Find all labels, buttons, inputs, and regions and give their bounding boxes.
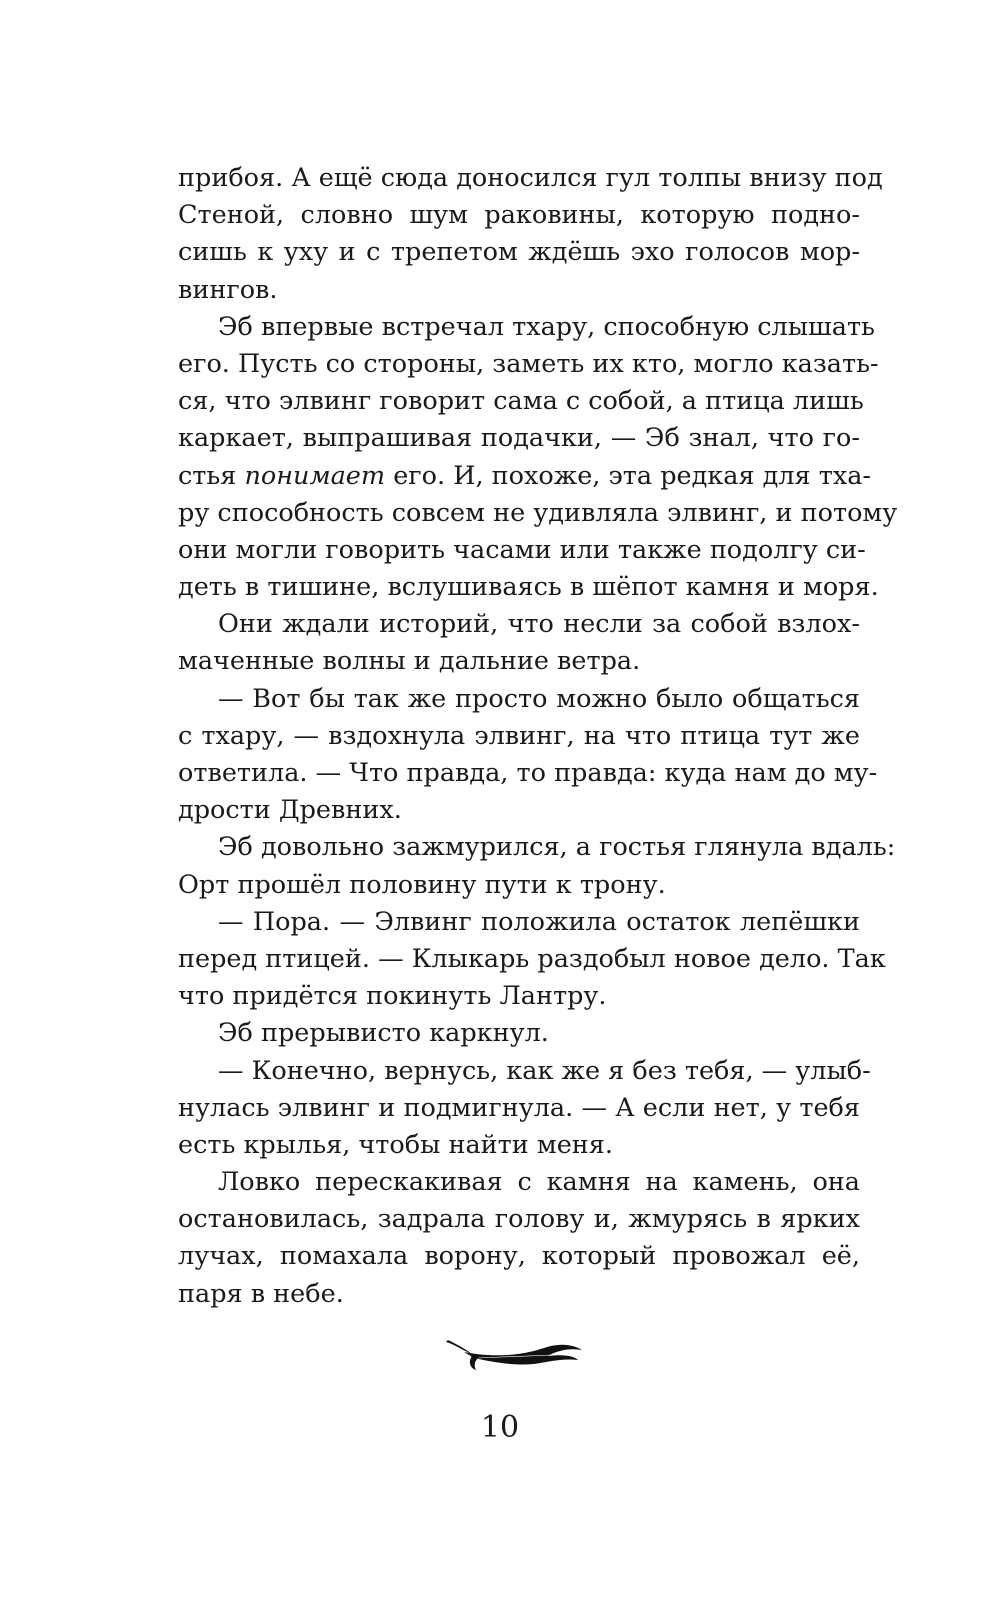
text-line: Эб прерывисто каркнул. <box>218 1018 549 1049</box>
text-line: — Пора. — Элвинг положила остаток лепёшки <box>218 906 860 937</box>
text-span: его. И, похоже, эта редкая для тха- <box>385 460 872 491</box>
text-line: лучах, помахала ворону, который провожал её, <box>178 1241 860 1272</box>
text-line: есть крылья, чтобы найти меня. <box>178 1129 613 1160</box>
text-line <box>178 458 872 495</box>
text-line: паря в небе. <box>178 1278 344 1309</box>
text-line: Эб впервые встречал тхару, способную слышать <box>218 311 875 342</box>
text-line: Они ждали историй, что несли за собой взлох- <box>218 609 860 640</box>
text-line: Орт прошёл половину пути к трону. <box>178 869 666 900</box>
page-text <box>178 160 898 1313</box>
text-line: они могли говорить часами или также подолгу си- <box>178 534 866 565</box>
text-line: ся, что элвинг говорит сама с собой, а птица лишь <box>178 386 864 417</box>
page-number: 10 <box>480 1410 520 1445</box>
text-line: остановилась, задрала голову и, жмурясь в ярких <box>178 1204 860 1235</box>
text-line: ру способность совсем не удивляла элвинг, и потому <box>178 497 898 528</box>
text-line: — Конечно, вернусь, как же я без тебя, — улыб- <box>218 1055 871 1086</box>
text-line: с тхару, — вздохнула элвинг, на что птица тут же <box>178 720 860 751</box>
emphasis-text: понимает <box>244 460 386 491</box>
text-line: перед птицей. — Клыкарь раздобыл новое дело. Так <box>178 943 886 974</box>
text-line: Стеной, словно шум раковины, которую подно- <box>178 200 860 231</box>
text-line: каркает, выпрашивая подачки, — Эб знал, что го- <box>178 423 860 454</box>
text-line: его. Пусть со стороны, заметь их кто, могло казать- <box>178 348 879 379</box>
text-line: вингов. <box>178 274 278 305</box>
text-line: дрости Древних. <box>178 795 402 826</box>
text-line: что придётся покинуть Лантру. <box>178 981 607 1012</box>
text-line: деть в тишине, вслушиваясь в шёпот камня и моря. <box>178 572 879 603</box>
text-line: ответила. — Что правда, то правда: куда нам до му- <box>178 758 878 788</box>
text-line: Ловко перескакивая с камня на камень, она <box>218 1167 860 1198</box>
feather-icon <box>444 1334 584 1374</box>
text-line: прибоя. А ещё сюда доносился гул толпы внизу под <box>178 163 883 193</box>
text-line: нулась элвинг и подмигнула. — А если нет, у тебя <box>178 1092 860 1123</box>
text-line: Эб довольно зажмурился, а гостья глянула вдаль: <box>218 832 896 863</box>
text-span: стья <box>178 460 245 491</box>
text-line: сишь к уху и с трепетом ждёшь эхо голосов мор- <box>178 237 860 268</box>
text-line: маченные волны и дальние ветра. <box>178 646 641 677</box>
text-line: — Вот бы так же просто можно было общаться <box>218 683 860 714</box>
